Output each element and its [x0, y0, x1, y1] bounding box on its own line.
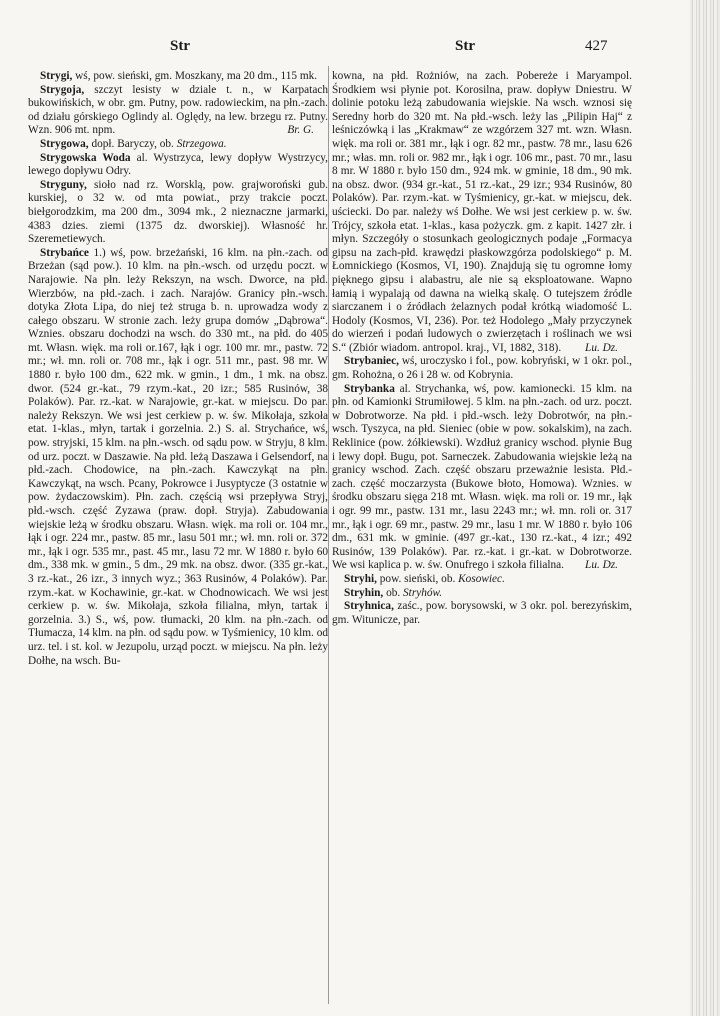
entry-text: al. Strychanka, wś, pow. kamionecki. 15 klm. na płn. od Kamionki Strumiłowej. 5 klm. na płn.-zach. od urz. poczt. w Dobrotworze. Na płd. i płd.-wsch. leży Dobrotwór, na płn.-wsch. Tyszyca, na płd. Sieniec (obie w pow. sokalskim), na zach. Reklinice (pow. żółkiewski). Wzdłuż granicy wschod. płynie Bug i lewy dopł. Bugu, pot. Sarneczek. Zabudowania wiejskie leżą na granicy wschod. Zach. część obszaru przeważnie lesista. Płd.-zach. część moczarzysta (Bukowe błoto, Homowa). Wznies. w środku obszaru sięga 218 mt. Własn. więk. ma roli or. 19 mr., łąk i ogr. 99 mr., pastw. 131 mr., lasu 2243 mr.; wł. mn. roli or. 317 mr., łąk i ogr. 69 mr., pastw. 29 mr., lasu 1 mr. W 1880 r. było 106 dm., 631 mk. w gminie. (497 gr.-kat., 130 rz.-kat., 4 izr.; 492 Rusinów, 139 Polaków). Par. rz.-kat. i gr.-kat. w Dobrotworze. We wsi kaplica p. w. św. Onufrego i szkoła filialna.	[332, 382, 632, 572]
entry-headword: Strygi,	[40, 70, 73, 82]
cross-reference: Strzegowa.	[176, 137, 227, 150]
entry-headword: Stryhi,	[344, 572, 377, 585]
cross-reference: Kosowiec.	[458, 572, 505, 585]
entry-text: 1.) wś, pow. brzeżański, 16 klm. na płn.-zach. od Brzeżan (sąd pow.). 10 klm. na płn.-wsch. od urzędu poczt. w Narajowie. Na płn. leży Rekszyn, na wsch. Dworce, na płd. Wierzbów, na płd.-zach. i zach. Narajów. Granicy płn.-wsch. dotyka Złota Lipa, do niej też struga b. n. uprowadza wody z całego obszaru. W stronie zach. leży grupa domów „Dąbrowa“. Wznies. obszaru dochodzi na wsch. do 330 mt., na płd. do 405 mt. Własn. więk. ma roli or.167, łąk i ogr. 100 mr. mr., pastw. 72 mr.; wł. mn. roli or. 708 mr., łąk i ogr. 511 mr., past. 98 mr. W 1880 r. było 100 dm., 622 mk. w gmin., 1 dm., 1 mk. na obsz. dwor. (524 gr.-kat., 79 rzym.-kat., 20 izr.; 585 Rusinów, 38 Polaków). Par. rz.-kat. w Narajowie, gr.-kat. w miejscu. Do par. należy Rekszyn. We wsi jest cerkiew p. w. św. Mikołaja, szkoła etat. 1-klas., młyn, tartak i gorzelnia. 2.) S. al. Strychańce, wś, pow. stryjski, 15 klm. na płn.-wsch. od sądu pow. w Stryju, 8 klm. od urz. poczt. w Daszawie. Na płd. leżą Daszawa i Gelsendorf, na płd.-zach. Chodowice, na płn.-zach. Kawczykąt na płn. Kawczykąt, na wsch. Pcany, Pokrowce i Jusyptycze (3 ostatnie w pow. żydaczowskim). Płn. zach. częścią wsi przepływa Stryj, płd.-wsch. część Zyzawa (praw. dopł. Stryja). Zabudowania wiejskie leżą w środku obszaru. Własn. więk. ma roli or. 104 mr., łąk i ogr. 224 mr., pastw. 85 mr., lasu 501 mr.; wł. mn. roli or. 372 mr., łąk i ogr. 535 mr., past. 45 mr., lasu 72 mr. W 1880 r. było 60 dm., 338 mk. w gmin., 5 dm., 29 mk. na obsz. dwor. (335 gr.-kat., 3 rz.-kat., 26 izr., 3 innych wyz.; 363 Rusinów, 4 Polaków). Par. rzym.-kat. w Kochawinie, gr.-kat. w Chodnowicach. We wsi jest cerkiew p. w. św. Mikołaja, szkoła filialna, młyn, tartak i gorzelnia. 3.) S., wś, pow. tłumacki, 20 klm. na płn.-zach. od Tłumacza, 14 klm. na płn. od sądu pow. w Tyśmienicy, 10 klm. od urz. tel. i st. kol. w Jezupolu, urząd poczt. w miejscu. Na płn. leży Dołhe, na wsch. Bu-	[28, 246, 328, 667]
dictionary-entry	[28, 70, 328, 84]
entry-headword: Strybańce	[40, 246, 89, 259]
page-header	[0, 38, 720, 60]
page-number: 427	[585, 38, 608, 54]
running-head-left: Str	[170, 38, 190, 54]
entry-headword: Stryhin,	[344, 586, 384, 599]
entry-text: al. Wystrzyca, lewy dopływ Wystrzycy, lewego dopływu Odry.	[28, 151, 328, 178]
entry-text: kowna, na płd. Rożniów, na zach. Pobereże i Maryampol. Środkiem wsi płynie pot. Korosilna, praw. dopływ Dniestru. W dolinie potoku leżą zabudowania wiejskie. Na wsch. wznosi się Seredny horb do 320 mt. Na płd.-wsch. leży las „Pilipin Haj“ z leśniczówką i las „Krakmaw“ ze wzgórzem 327 mt. wzn. Własn. więk. ma roli or. 381 mr., łąk i ogr. 82 mr., pastw. 78 mr., lasu 626 mr.; włas. mn. roli or. 982 mr., łąk i ogr. 106 mr., past. 70 mr., lasu 8 mr. W 1880 r. było 150 dm., 924 mk. w gminie, 18 dm., 90 mk. na obsz. dwor. (934 gr.-kat., 51 rz.-kat., 29 izr.; 934 Rusinów, 80 Polaków). Par. rzym.-kat. w Tyśmienicy, gr.-kat. w miejscu, dek. uściecki. Do par. należy wś Dołhe. We wsi jest cerkiew p. w. św. Trójcy, szkoła etat. 1-klas., kasa pożyczk. gm. z kapit. 1427 złr. i młyn. Szczegóły o stosunkach geologicznych podaje „Formacya gipsu na zach-płd. krawędzi płaskowzgórza podolskiego“ p. M. Łomnickiego (Kosmos, VI, 190). Znajdują się tu ogromne łomy pięknego gipsu i alabastru, ale nie są eksploatowane. Wapno łamią i wypalają od dawna na wielką skalę. O tutejszem źródle siarczanem i o źródłach żelaznych podał krótką wiadomość L. Hodoly (Kosmos, VI, 236). Por. też Hodolego „Mały przyczynek do wierzeń i podań ludowych o zwierzętach i roślinach we wsi S.“ (Zbiór wiadom. antropol. kraj., VI, 1882, 318).	[332, 70, 632, 354]
dictionary-entry	[332, 70, 632, 355]
running-head-right: Str	[455, 38, 475, 54]
dictionary-entry	[332, 355, 632, 382]
entry-headword: Strygowa,	[40, 137, 89, 150]
cross-reference: Stryhów.	[403, 586, 443, 599]
dictionary-entry	[332, 383, 632, 573]
entry-headword: Strygowska Woda	[40, 151, 131, 164]
dictionary-entry	[332, 573, 632, 587]
entry-text: zaśc., pow. borysowski, w 3 okr. pol. berezyńskim, gm. Witunicze, par.	[332, 600, 632, 626]
right-column	[332, 70, 632, 1005]
entry-text: wś, pow. sieński, gm. Moszkany, ma 20 dm., 115 mk.	[72, 70, 318, 82]
page-edge-scan-artifact	[690, 0, 720, 1016]
dictionary-entry	[332, 587, 632, 601]
entry-headword: Strybaniec,	[344, 355, 399, 368]
column-divider	[328, 66, 329, 1004]
dictionary-entry	[28, 84, 328, 138]
entry-headword: Strybanka	[344, 382, 395, 395]
entry-text: sioło nad rz. Worsklą, pow. grajworoński gub. kurskiej, o 32 w. od mta powiat., przy trakcie poczt. biełgorodzkim, ma 200 dm., 3094 mk., 2 nieznaczne jarmarki, 4383 dzies. ziemi (1375 dz. dworskiej). Własność hr. Szeremetiewych.	[28, 178, 328, 246]
dictionary-entry	[332, 600, 632, 627]
entry-headword: Stryhnica,	[344, 600, 394, 613]
entry-text: ob.	[383, 586, 401, 599]
entry-text: wś, uroczysko i fol., pow. kobryński, w 1 okr. pol., gm. Rohożna, o 26 i 28 w. od Kobrynia.	[332, 355, 632, 382]
dictionary-entry	[28, 247, 328, 668]
author-signature: Lu. Dz.	[585, 559, 618, 572]
entry-headword: Strygoja,	[40, 83, 85, 96]
author-signature: Lu. Dz.	[585, 341, 618, 354]
left-column	[28, 70, 328, 1005]
entry-text: pow. sieński, ob.	[376, 572, 456, 585]
dictionary-entry	[28, 152, 328, 179]
author-signature: Br. G.	[287, 124, 314, 137]
entry-headword: Stryguny,	[40, 178, 87, 191]
entry-text: dopł. Baryczy, ob.	[88, 137, 174, 150]
dictionary-entry	[28, 179, 328, 247]
entry-text: szczyt lesisty w dziale t. n., w Karpatach bukowińskich, w obr. gm. Putny, pow. radowieckim, na płn.-zach. od działu górskiego Oglindy al. Oględy, na lew. brzegu rz. Putny. Wzn. 906 mt. npm.	[28, 83, 328, 137]
dictionary-entry	[28, 138, 328, 152]
